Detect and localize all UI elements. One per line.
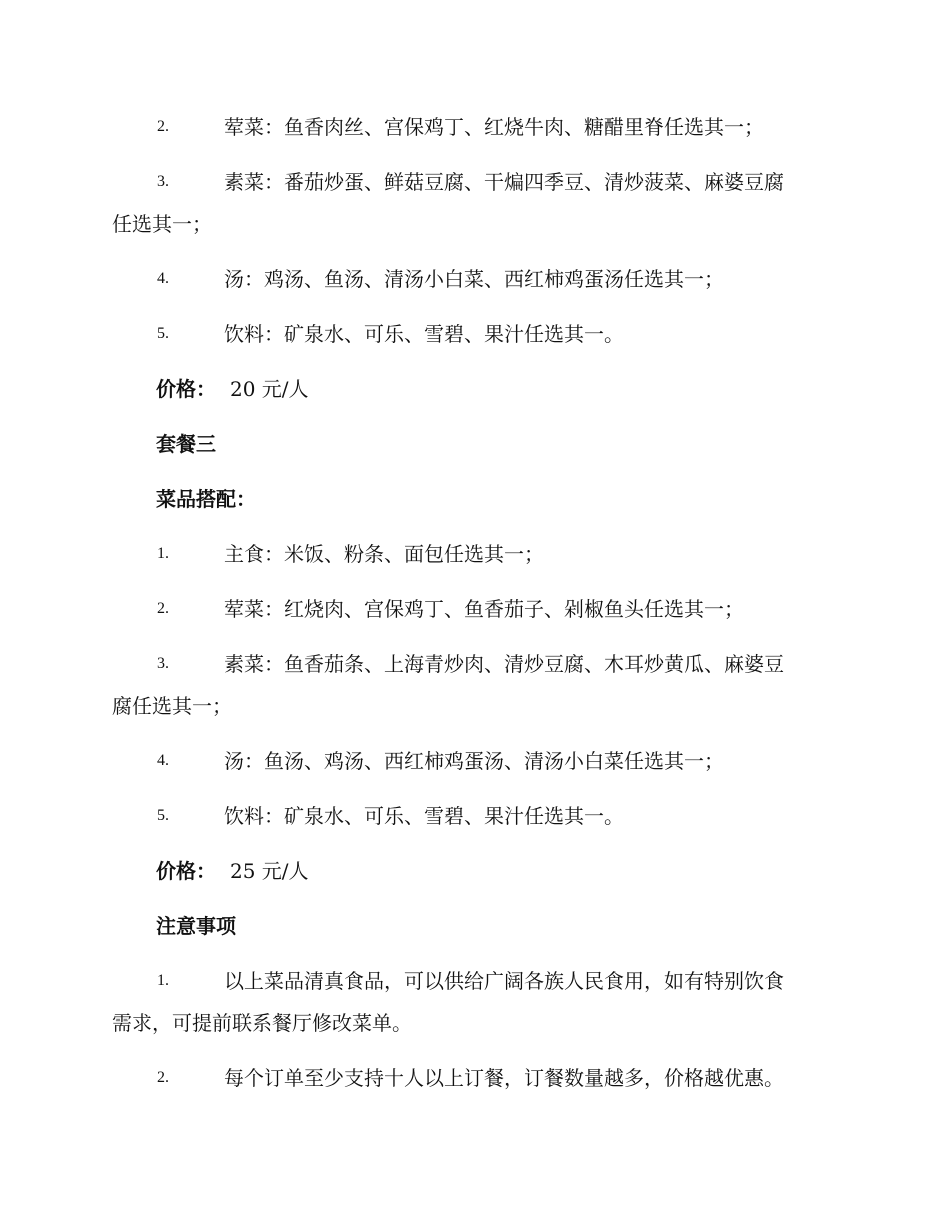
- list-number: 3.: [157, 173, 169, 190]
- price-line: [156, 368, 878, 410]
- section-subtitle: 菜品搭配：: [156, 487, 256, 511]
- price-label: 价格：: [156, 859, 216, 883]
- list-text: 荤菜：红烧肉、宫保鸡丁、鱼香茄子、剁椒鱼头任选其一；: [224, 597, 744, 621]
- list-number: 5.: [157, 325, 169, 342]
- list-text: 饮料：矿泉水、可乐、雪碧、果汁任选其一。: [224, 804, 624, 828]
- list-number: 5.: [157, 807, 169, 824]
- price-value: 20 元/人: [230, 377, 309, 401]
- list-text: 主食：米饭、粉条、面包任选其一；: [224, 542, 544, 566]
- list-number: 2.: [157, 600, 169, 617]
- list-text: 素菜：番茄炒蛋、鲜菇豆腐、干煸四季豆、清炒菠菜、麻婆豆腐: [224, 170, 784, 194]
- section-title: 套餐三: [156, 432, 216, 456]
- list-text: 汤：鸡汤、鱼汤、清汤小白菜、西红柿鸡蛋汤任选其一；: [224, 267, 724, 291]
- list-text: 荤菜：鱼香肉丝、宫保鸡丁、红烧牛肉、糖醋里脊任选其一；: [224, 115, 764, 139]
- list-number: 4.: [157, 752, 169, 769]
- list-number: 2.: [157, 1069, 169, 1086]
- list-text: 以上菜品清真食品，可以供给广阔各族人民食用，如有特别饮食: [224, 969, 784, 993]
- list-number: 1.: [157, 972, 169, 989]
- list-number: 3.: [157, 655, 169, 672]
- list-item-continuation: 任选其一；: [112, 212, 212, 236]
- list-number: 1.: [157, 545, 169, 562]
- list-text: 汤：鱼汤、鸡汤、西红柿鸡蛋汤、清汤小白菜任选其一；: [224, 749, 724, 773]
- list-text: 素菜：鱼香茄条、上海青炒肉、清炒豆腐、木耳炒黄瓜、麻婆豆: [224, 652, 784, 676]
- list-number: 4.: [157, 270, 169, 287]
- price-label: 价格：: [156, 377, 216, 401]
- list-text: 每个订单至少支持十人以上订餐，订餐数量越多，价格越优惠。: [224, 1066, 784, 1090]
- list-number: 2.: [157, 118, 169, 135]
- list-item-continuation: 腐任选其一；: [112, 694, 232, 718]
- list-item-continuation: 需求，可提前联系餐厅修改菜单。: [112, 1011, 412, 1035]
- price-line: [156, 850, 878, 892]
- list-text: 饮料：矿泉水、可乐、雪碧、果汁任选其一。: [224, 322, 624, 346]
- section-title: 注意事项: [156, 914, 236, 938]
- price-value: 25 元/人: [230, 859, 309, 883]
